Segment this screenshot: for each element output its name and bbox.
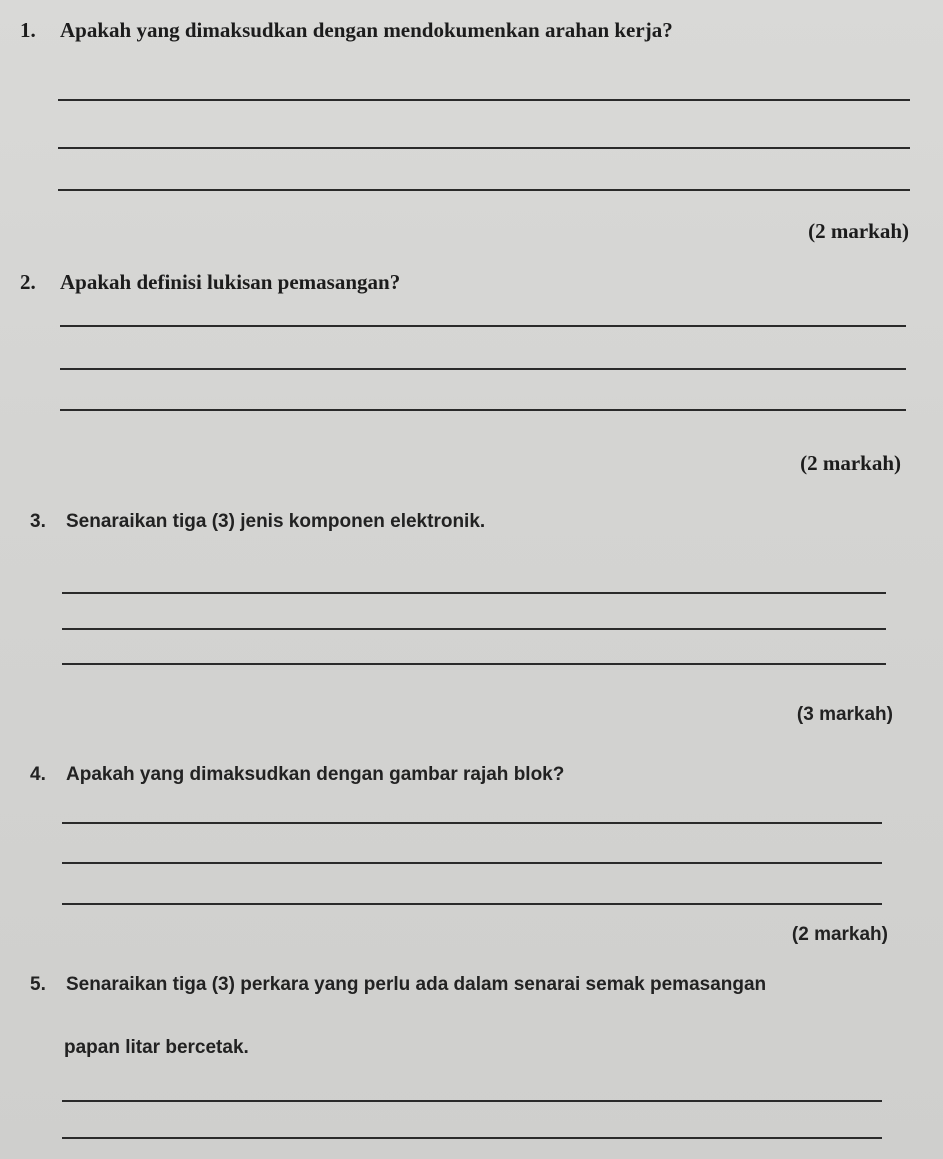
question-number: 3. [30,511,46,532]
answer-line[interactable] [62,592,886,594]
question-number: 4. [30,764,46,785]
answer-line[interactable] [62,663,886,665]
answer-line[interactable] [60,409,906,411]
question-number: 1. [20,18,36,42]
answer-line[interactable] [62,862,882,864]
marks-label: (2 markah) [800,451,901,475]
answer-line[interactable] [60,325,906,327]
question-text: Senaraikan tiga (3) jenis komponen elektronik. [66,511,486,532]
answer-line[interactable] [58,189,910,191]
question-text: Apakah definisi lukisan pemasangan? [60,270,401,294]
answer-line[interactable] [62,822,882,824]
answer-line[interactable] [62,903,882,905]
question-text: Senaraikan tiga (3) perkara yang perlu ada dalam senarai semak pemasangan [66,974,767,995]
question-text: Apakah yang dimaksudkan dengan gambar rajah blok? [66,764,565,785]
question-number: 2. [20,270,36,294]
marks-label: (2 markah) [791,924,888,945]
marks-label: (2 markah) [808,219,909,243]
answer-line[interactable] [62,1100,882,1102]
answer-line[interactable] [62,1137,882,1139]
question-number: 5. [30,974,46,995]
question-text-line2: papan litar bercetak. [64,1037,249,1058]
answer-line[interactable] [58,99,910,101]
question-text: Apakah yang dimaksudkan dengan mendokumenkan arahan kerja? [60,18,673,42]
answer-line[interactable] [58,147,910,149]
marks-label: (3 markah) [796,704,893,725]
answer-line[interactable] [60,368,906,370]
answer-line[interactable] [62,628,886,630]
